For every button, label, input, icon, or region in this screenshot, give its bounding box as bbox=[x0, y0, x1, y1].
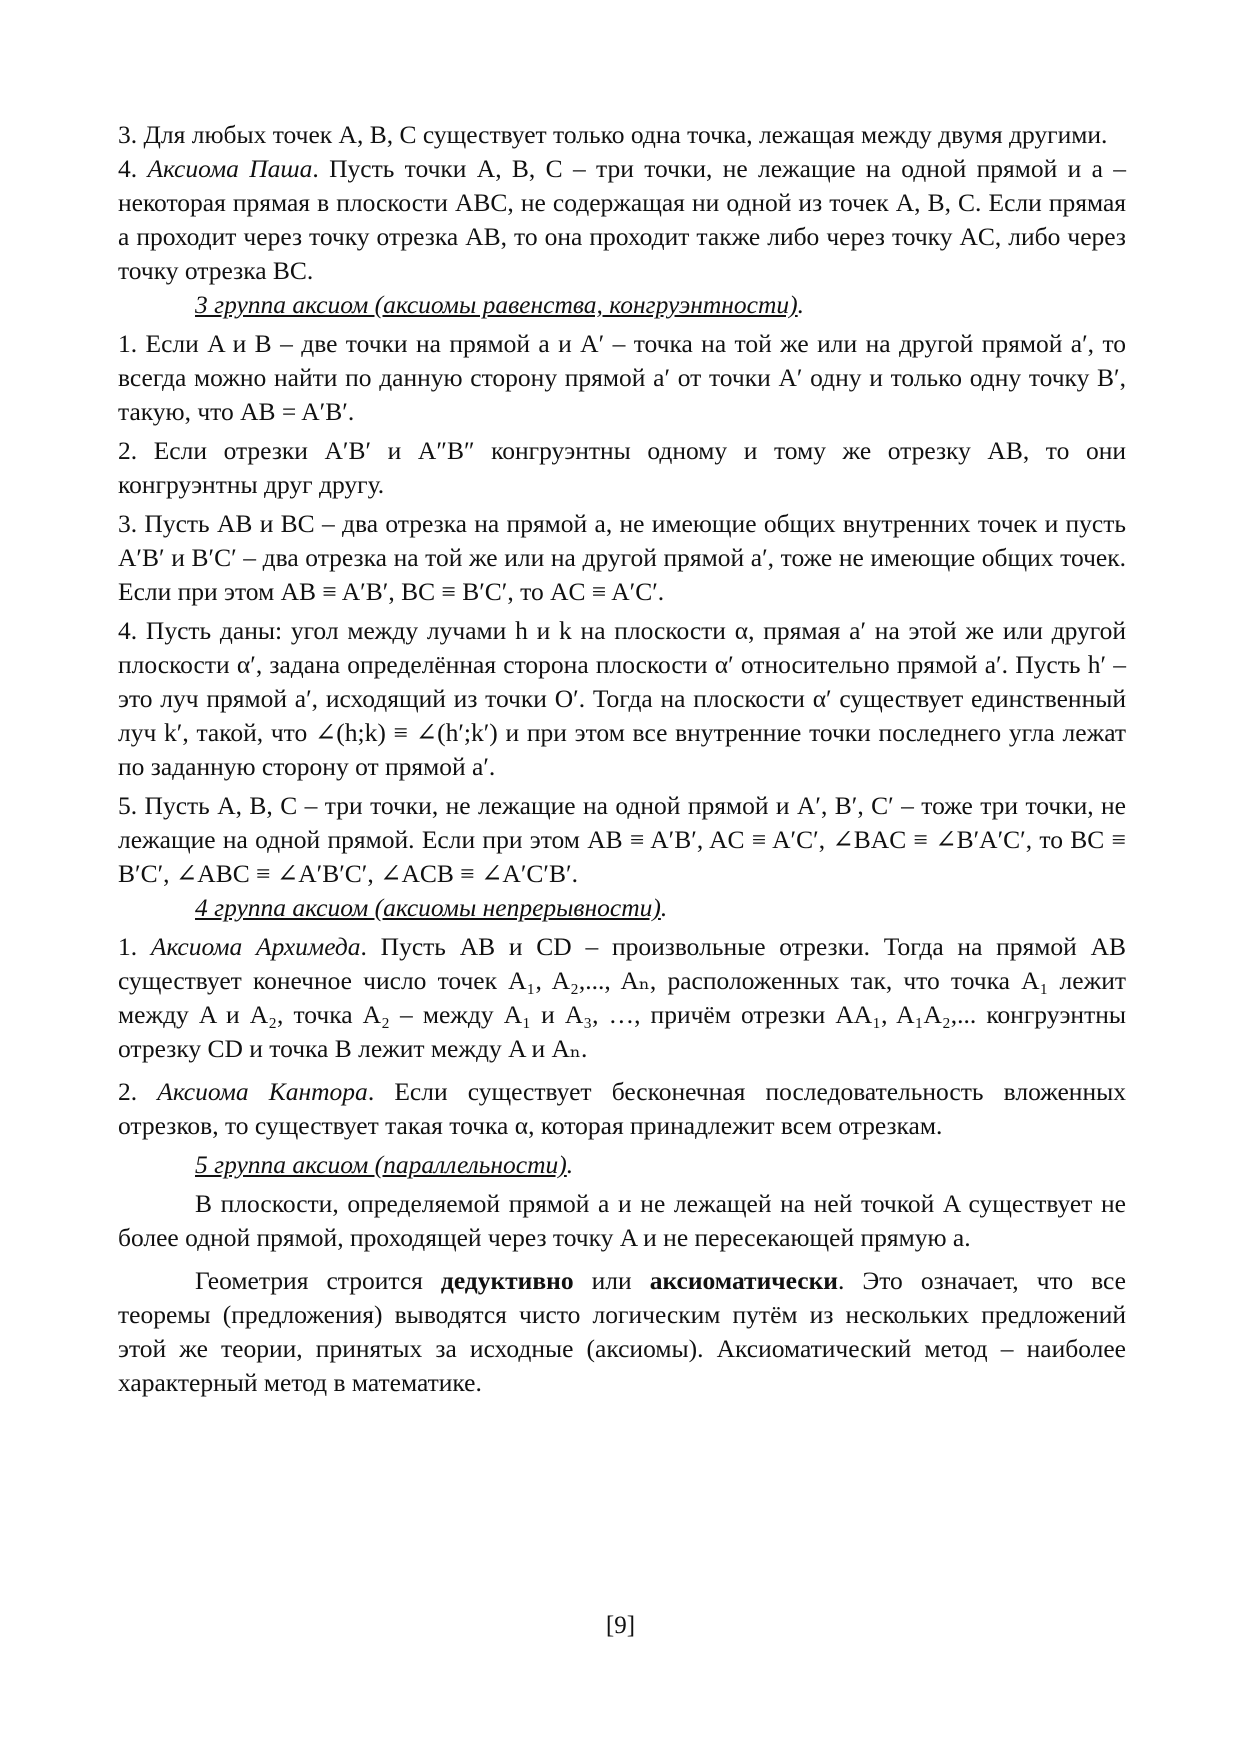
group3-axiom-1: 1. Если A и B – две точки на прямой a и A′ – точка на той же или на другой прямой a′, то всегда можно найти по данную сторону прямой a′ от точки A′ одну и только одну точку B′, такую, что AB = A′B′. bbox=[118, 329, 1126, 426]
axiom-cantor-number: 2. bbox=[118, 1077, 158, 1106]
axiom-cantor bbox=[118, 1075, 1126, 1143]
group5-heading-text: 5 группа аксиом (параллельности) bbox=[195, 1150, 567, 1179]
closing-bold-deductive: дедуктивно bbox=[440, 1266, 574, 1295]
axiom-archimedes-title: Аксиома Архимеда bbox=[150, 932, 361, 961]
group5-heading bbox=[118, 1148, 1126, 1182]
axiom-pasch bbox=[118, 152, 1126, 288]
closing-part-3: . Это означает, что все теоремы (предложения) выводятся чисто логическим путём из нескольких предложений этой же теории, принятых за исходные (аксиомы). Аксиоматический метод – наиболее характерный метод в математике. bbox=[118, 1266, 1126, 1397]
group5-heading-tail: . bbox=[566, 1150, 574, 1179]
closing-bold-axiomatic: аксиоматически bbox=[649, 1266, 838, 1295]
page-body bbox=[118, 118, 1126, 1400]
group4-heading-tail: . bbox=[660, 893, 668, 922]
closing-part-2: или bbox=[573, 1266, 650, 1295]
group3-axiom-4: 4. Пусть даны: угол между лучами h и k на плоскости α, прямая a′ на этой же или другой плоскости α′, задана определённая сторона плоскости α′ относительно прямой a′. Пусть h′ – это луч прямой a′, исходящий из точки O′. Тогда на плоскости α′ существует единственный луч k′, такой, что ∠(h;k) ≡ ∠(h′;k′) и при этом все внутренние точки последнего угла лежат по заданную сторону от прямой a′. bbox=[118, 616, 1126, 781]
group4-heading-text: 4 группа аксиом (аксиомы непрерывности) bbox=[195, 893, 661, 922]
group3-axiom-3: 3. Пусть AB и BC – два отрезка на прямой a, не имеющие общих внутренних точек и пусть A′B′ и B′C′ – два отрезка на той же или на другой прямой a′, тоже не имеющие общих точек. Если при этом AB ≡ A′B′, BC ≡ B′C′, то AC ≡ A′C′. bbox=[118, 509, 1126, 606]
group3-heading-tail: . bbox=[797, 290, 805, 319]
axiom-archimedes-text: . Пусть AB и CD – произвольные отрезки. Тогда на прямой AB существует конечное число точек A₁, A₂,..., Aₙ, расположенных так, что точка A₁ лежит между A и A₂, точка A₂ – между A₁ и A₃, …, причём отрезки AA₁, A₁A₂,... конгруэнтны отрезку CD и точка B лежит между A и Aₙ. bbox=[118, 932, 1126, 1063]
axiom-cantor-text: . Если существует бесконечная последовательность вложенных отрезков, то существует такая точка α, которая принадлежит всем отрезкам. bbox=[118, 1077, 1126, 1140]
page-number: [9] bbox=[605, 1612, 636, 1639]
axiom-pasch-text: . Пусть точки A, B, C – три точки, не лежащие на одной прямой и a – некоторая прямая в плоскости ABC, не содержащая ни одной из точек A, B, C. Если прямая а проходит через точку отрезка AB, то она проходит также либо через точку AC, либо через точку отрезка BC. bbox=[118, 154, 1126, 285]
group4-heading bbox=[118, 891, 1126, 925]
axiom-archimedes-number: 1. bbox=[118, 932, 151, 961]
axiom-cantor-title: Аксиома Кантора bbox=[157, 1077, 368, 1106]
group3-axiom-5: 5. Пусть A, B, C – три точки, не лежащие на одной прямой и A′, B′, C′ – тоже три точки, не лежащие на одной прямой. Если при этом AB ≡ A′B′, AC ≡ A′C′, ∠BAC ≡ ∠B′A′C′, то BC ≡ B′C′, ∠ABC ≡ ∠A′B′C′, ∠ACB ≡ ∠A′C′B′. bbox=[118, 791, 1126, 888]
axiom-pasch-number: 4. bbox=[118, 154, 148, 183]
closing-part-1: Геометрия строится bbox=[195, 1266, 441, 1295]
axiom-pasch-title: Аксиома Паша bbox=[147, 154, 313, 183]
group3-axiom-2: 2. Если отрезки A′B′ и A″B″ конгруэнтны одному и тому же отрезку AB, то они конгруэнтны друг другу. bbox=[118, 436, 1126, 499]
axiom-archimedes bbox=[118, 930, 1126, 1066]
closing-paragraph bbox=[118, 1264, 1126, 1400]
group5-axiom: В плоскости, определяемой прямой a и не лежащей на ней точкой A существует не более одной прямой, проходящей через точку A и не пересекающей прямую a. bbox=[118, 1189, 1126, 1252]
axiom-order-3: 3. Для любых точек A, B, C существует только одна точка, лежащая между двумя другими. bbox=[118, 120, 1108, 149]
group3-heading-text: 3 группа аксиом (аксиомы равенства, конгруэнтности) bbox=[195, 290, 798, 319]
group3-heading bbox=[118, 288, 1126, 322]
